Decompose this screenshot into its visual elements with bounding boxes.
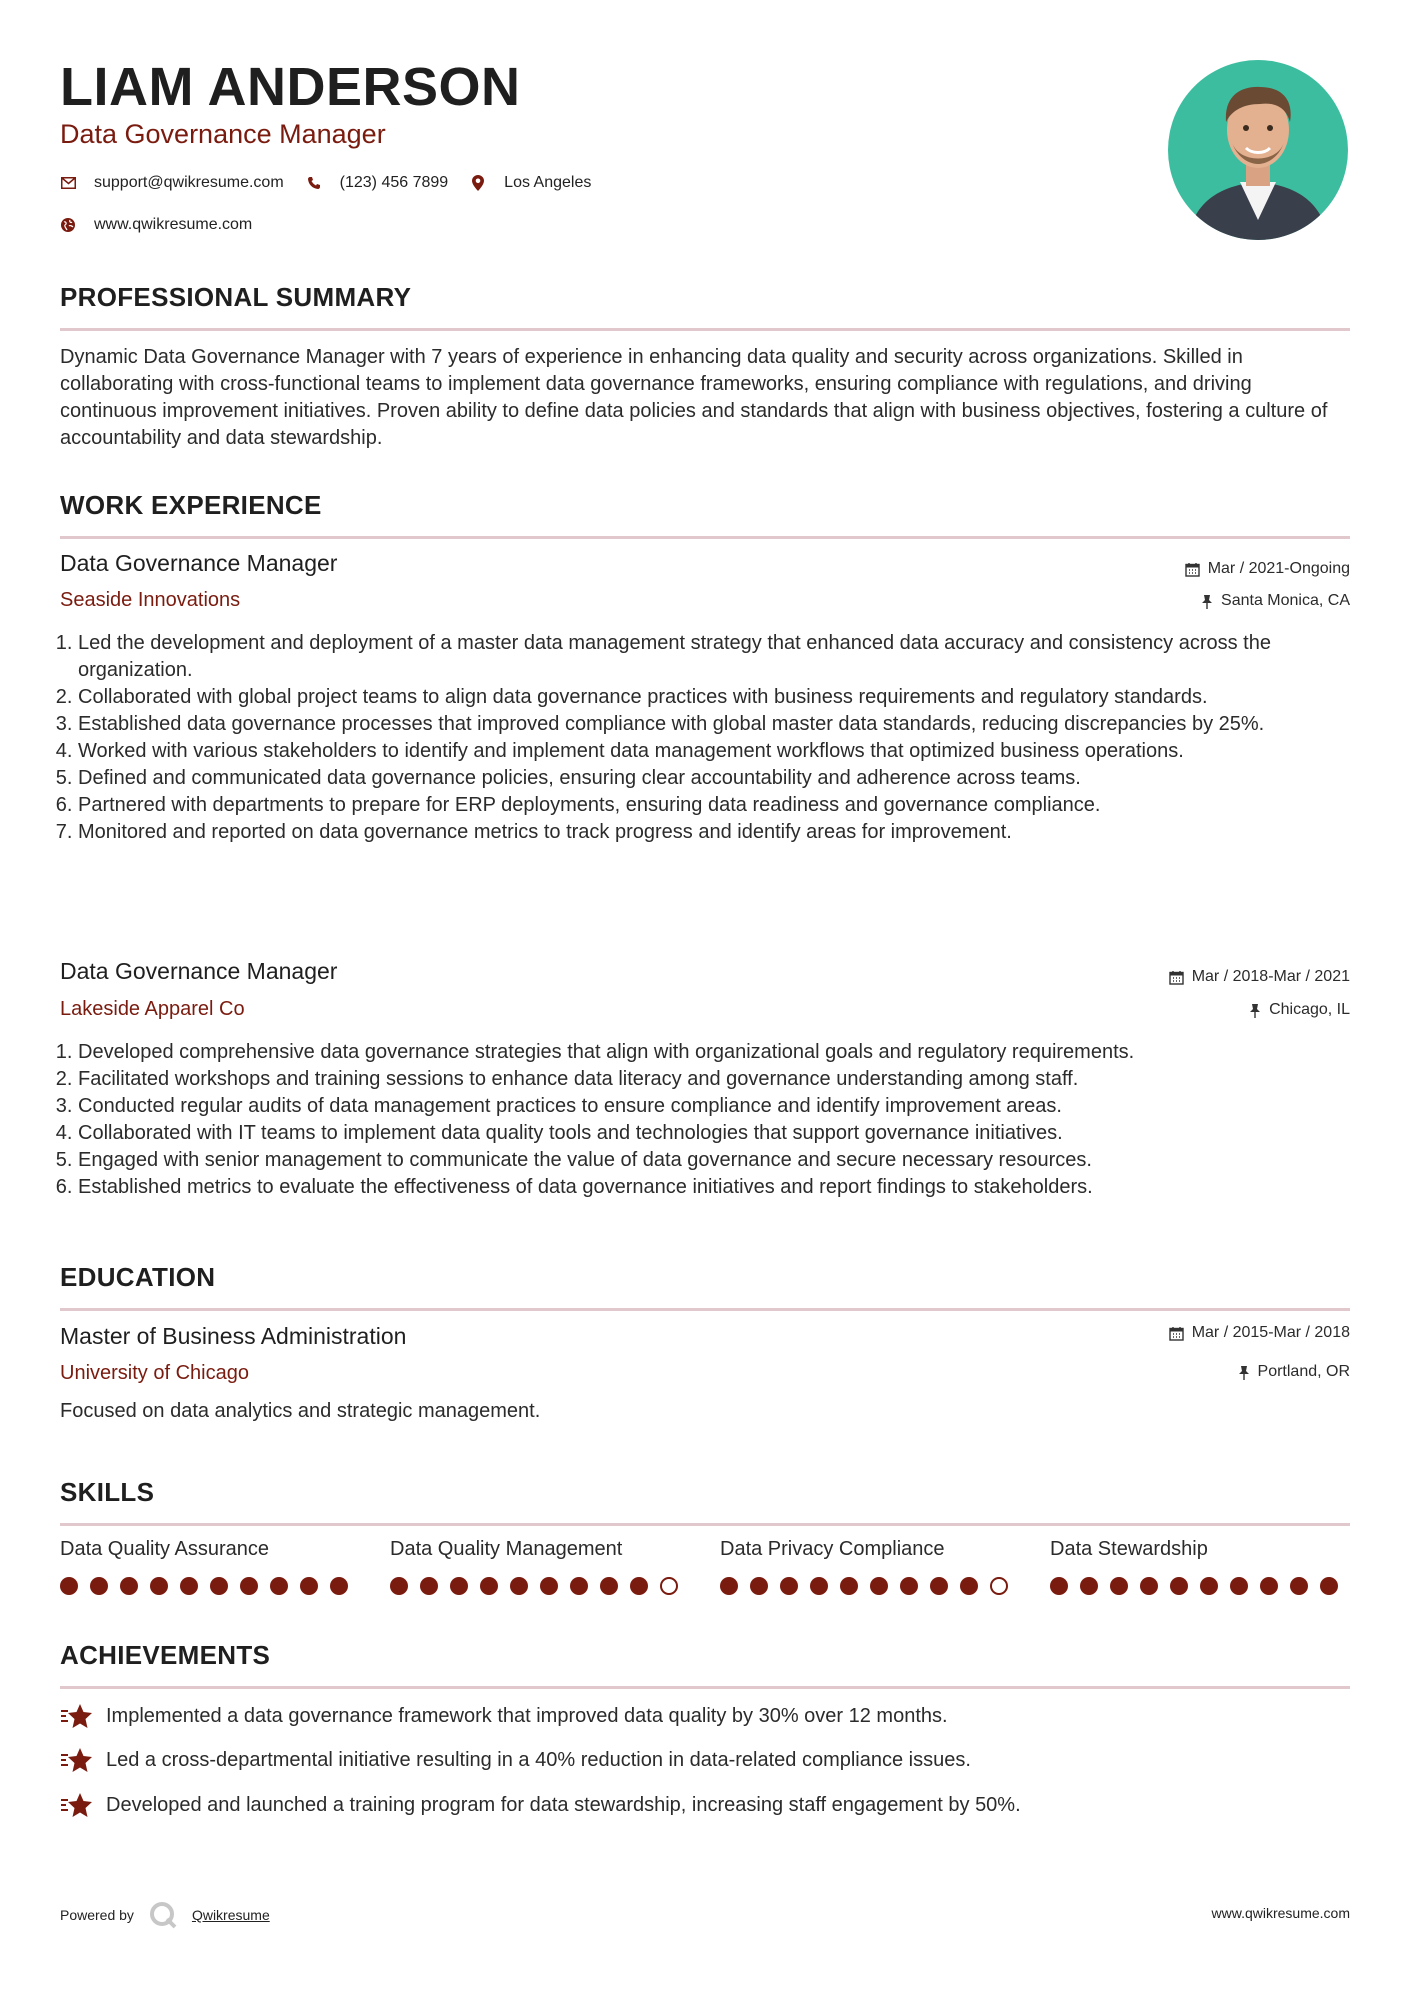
section-divider (60, 1308, 1350, 1311)
achievement-item (60, 1702, 948, 1730)
contact-row-2 (60, 216, 274, 234)
skill-name: Data Quality Assurance (60, 1538, 269, 1560)
phone-number[interactable]: (123) 456 7899 (339, 174, 449, 191)
education-note: Focused on data analytics and strategic management. (60, 1400, 541, 1422)
list-item: 3. Established data governance processes that improved compliance with global master data standards, reducing discrepancies by 25%. (78, 711, 1368, 738)
education-dates (1169, 1324, 1350, 1342)
list-item: 2. Collaborated with global project teams to align data governance practices with business requirements and regulatory standards. (78, 684, 1368, 711)
skill-name: Data Stewardship (1050, 1538, 1208, 1560)
section-divider (60, 1523, 1350, 1526)
job-2-bullets (60, 1039, 1368, 1201)
job-1-location-text: Santa Monica, CA (1221, 592, 1350, 609)
list-item: 4. Worked with various stakeholders to identify and implement data management workflows that optimized business operations. (78, 738, 1368, 765)
list-item: 1. Developed comprehensive data governance strategies that align with organizational goals and regulatory requirements. (78, 1039, 1368, 1066)
list-item: 6. Partnered with departments to prepare for ERP deployments, ensuring data readiness and governance compliance. (78, 792, 1368, 819)
rating-dot-filled (300, 1577, 318, 1595)
education-degree: Master of Business Administration (60, 1323, 407, 1349)
rating-dot-filled (90, 1577, 108, 1595)
rating-dot-filled (1080, 1577, 1098, 1595)
achievement-text: Developed and launched a training program for data stewardship, increasing staff engagement by 50%. (106, 1793, 1021, 1816)
list-item: 7. Monitored and reported on data governance metrics to track progress and identify areas for improvement. (78, 819, 1368, 846)
resume-page (60, 0, 1350, 1990)
calendar-icon (1185, 562, 1200, 577)
rating-dot-filled (120, 1577, 138, 1595)
education-heading (60, 1262, 1350, 1293)
skill-item (720, 1538, 1020, 1595)
job-2-location (1249, 1001, 1350, 1019)
rating-dot-filled (630, 1577, 648, 1595)
rating-dot-filled (150, 1577, 168, 1595)
summary-heading (60, 282, 1350, 313)
skill-name: Data Privacy Compliance (720, 1538, 945, 1560)
achievement-item (60, 1791, 1021, 1819)
rating-dot-filled (1230, 1577, 1248, 1595)
rating-dot-filled (750, 1577, 768, 1595)
achievement-text: Led a cross-departmental initiative resulting in a 40% reduction in data-related compliance issues. (106, 1748, 971, 1771)
education-dates-text: Mar / 2015-Mar / 2018 (1191, 1324, 1350, 1341)
candidate-name: LIAM ANDERSON (60, 57, 521, 117)
calendar-icon (1169, 1326, 1184, 1341)
qwikresume-logo-icon (148, 1900, 178, 1930)
skill-rating (720, 1577, 1020, 1595)
list-item: 5. Defined and communicated data governance policies, ensuring clear accountability and adherence across teams. (78, 765, 1368, 792)
rating-dot-filled (900, 1577, 918, 1595)
rating-dot-filled (1050, 1577, 1068, 1595)
rating-dot-filled (210, 1577, 228, 1595)
location-text: Los Angeles (504, 174, 592, 191)
skills-heading (60, 1477, 1350, 1508)
education-location (1238, 1363, 1350, 1381)
calendar-icon (1169, 970, 1184, 985)
section-divider (60, 328, 1350, 331)
skill-name: Data Quality Management (390, 1538, 623, 1560)
rating-dot-filled (450, 1577, 468, 1595)
rating-dot-filled (240, 1577, 258, 1595)
job-1-location (1201, 592, 1350, 610)
rating-dot-empty (990, 1577, 1008, 1595)
skill-item (390, 1538, 690, 1595)
achievements-heading-text: ACHIEVEMENTS (60, 1640, 271, 1670)
rating-dot-filled (720, 1577, 738, 1595)
contact-row-1 (60, 174, 613, 192)
footer-powered-by (60, 1900, 270, 1930)
rating-dot-filled (480, 1577, 498, 1595)
rating-dot-filled (60, 1577, 78, 1595)
skill-item (1050, 1538, 1350, 1595)
experience-heading-text: WORK EXPERIENCE (60, 490, 322, 520)
rating-dot-filled (810, 1577, 828, 1595)
education-heading-text: EDUCATION (60, 1262, 216, 1292)
job-2-company: Lakeside Apparel Co (60, 998, 245, 1020)
globe-icon (60, 217, 76, 233)
profile-photo (1168, 60, 1348, 240)
education-school: University of Chicago (60, 1362, 249, 1384)
map-pin-icon (470, 175, 486, 191)
list-item: 3. Conducted regular audits of data management practices to ensure compliance and identify improvement areas. (78, 1093, 1368, 1120)
rating-dot-filled (330, 1577, 348, 1595)
rating-dot-filled (780, 1577, 798, 1595)
job-1-role: Data Governance Manager (60, 550, 338, 576)
rating-dot-filled (960, 1577, 978, 1595)
phone-icon (306, 175, 322, 191)
qwikresume-link[interactable]: Qwikresume (191, 1907, 270, 1923)
rating-dot-filled (390, 1577, 408, 1595)
candidate-title: Data Governance Manager (60, 119, 386, 149)
rating-dot-filled (270, 1577, 288, 1595)
star-award-icon (60, 1791, 94, 1819)
experience-heading (60, 490, 1350, 521)
section-divider (60, 536, 1350, 539)
job-2-dates-text: Mar / 2018-Mar / 2021 (1191, 968, 1350, 985)
list-item: 2. Facilitated workshops and training sessions to enhance data literacy and governance understanding among staff. (78, 1066, 1368, 1093)
job-1-dates-text: Mar / 2021-Ongoing (1207, 560, 1350, 577)
rating-dot-filled (1140, 1577, 1158, 1595)
summary-text: Dynamic Data Governance Manager with 7 years of experience in enhancing data quality and security across organizations. Skilled in collaborating with cross-functional teams to implement data governance frameworks, ensuring compliance with regulations, and driving continuous improvement initiatives. Proven ability to define data policies and standards that align with business objectives, fostering a culture of accountability and data stewardship. (60, 346, 1328, 449)
education-location-text: Portland, OR (1257, 1363, 1350, 1380)
rating-dot-filled (1170, 1577, 1188, 1595)
list-item: 1. Led the development and deployment of a master data management strategy that enhanced data accuracy and consistency across the organization. (78, 630, 1368, 684)
rating-dot-filled (1320, 1577, 1338, 1595)
rating-dot-filled (1200, 1577, 1218, 1595)
job-1-dates (1185, 560, 1350, 578)
powered-by-label: Powered by (60, 1907, 134, 1923)
list-item: 6. Established metrics to evaluate the effectiveness of data governance initiatives and report findings to stakeholders. (78, 1174, 1368, 1201)
job-1-bullets (60, 630, 1368, 846)
skill-rating (1050, 1577, 1350, 1595)
star-award-icon (60, 1746, 94, 1774)
skills-heading-text: SKILLS (60, 1477, 155, 1507)
star-award-icon (60, 1702, 94, 1730)
website-link[interactable]: www.qwikresume.com (94, 216, 253, 233)
achievement-item (60, 1746, 971, 1774)
list-item: 5. Engaged with senior management to communicate the value of data governance and secure necessary resources. (78, 1147, 1368, 1174)
rating-dot-filled (570, 1577, 588, 1595)
envelope-icon (60, 175, 76, 191)
rating-dot-filled (930, 1577, 948, 1595)
rating-dot-filled (840, 1577, 858, 1595)
list-item: 4. Collaborated with IT teams to implement data quality tools and technologies that support governance initiatives. (78, 1120, 1368, 1147)
section-divider (60, 1686, 1350, 1689)
footer-url[interactable]: www.qwikresume.com (1211, 1905, 1350, 1921)
achievements-heading (60, 1640, 1350, 1671)
email-link[interactable]: support@qwikresume.com (94, 174, 284, 191)
rating-dot-filled (870, 1577, 888, 1595)
pushpin-icon (1249, 1003, 1261, 1018)
pushpin-icon (1238, 1365, 1250, 1380)
job-1-company: Seaside Innovations (60, 589, 241, 611)
rating-dot-filled (420, 1577, 438, 1595)
rating-dot-filled (1110, 1577, 1128, 1595)
rating-dot-filled (540, 1577, 558, 1595)
achievement-text: Implemented a data governance framework that improved data quality by 30% over 12 months. (106, 1704, 948, 1727)
skill-rating (390, 1577, 690, 1595)
job-2-dates (1169, 968, 1350, 986)
pushpin-icon (1201, 594, 1213, 609)
rating-dot-filled (180, 1577, 198, 1595)
job-2-role: Data Governance Manager (60, 958, 338, 984)
rating-dot-empty (660, 1577, 678, 1595)
job-2-location-text: Chicago, IL (1269, 1001, 1350, 1018)
rating-dot-filled (1260, 1577, 1278, 1595)
rating-dot-filled (1290, 1577, 1308, 1595)
summary-heading-text: PROFESSIONAL SUMMARY (60, 282, 412, 312)
skill-item (60, 1538, 360, 1595)
skill-rating (60, 1577, 360, 1595)
rating-dot-filled (510, 1577, 528, 1595)
rating-dot-filled (600, 1577, 618, 1595)
